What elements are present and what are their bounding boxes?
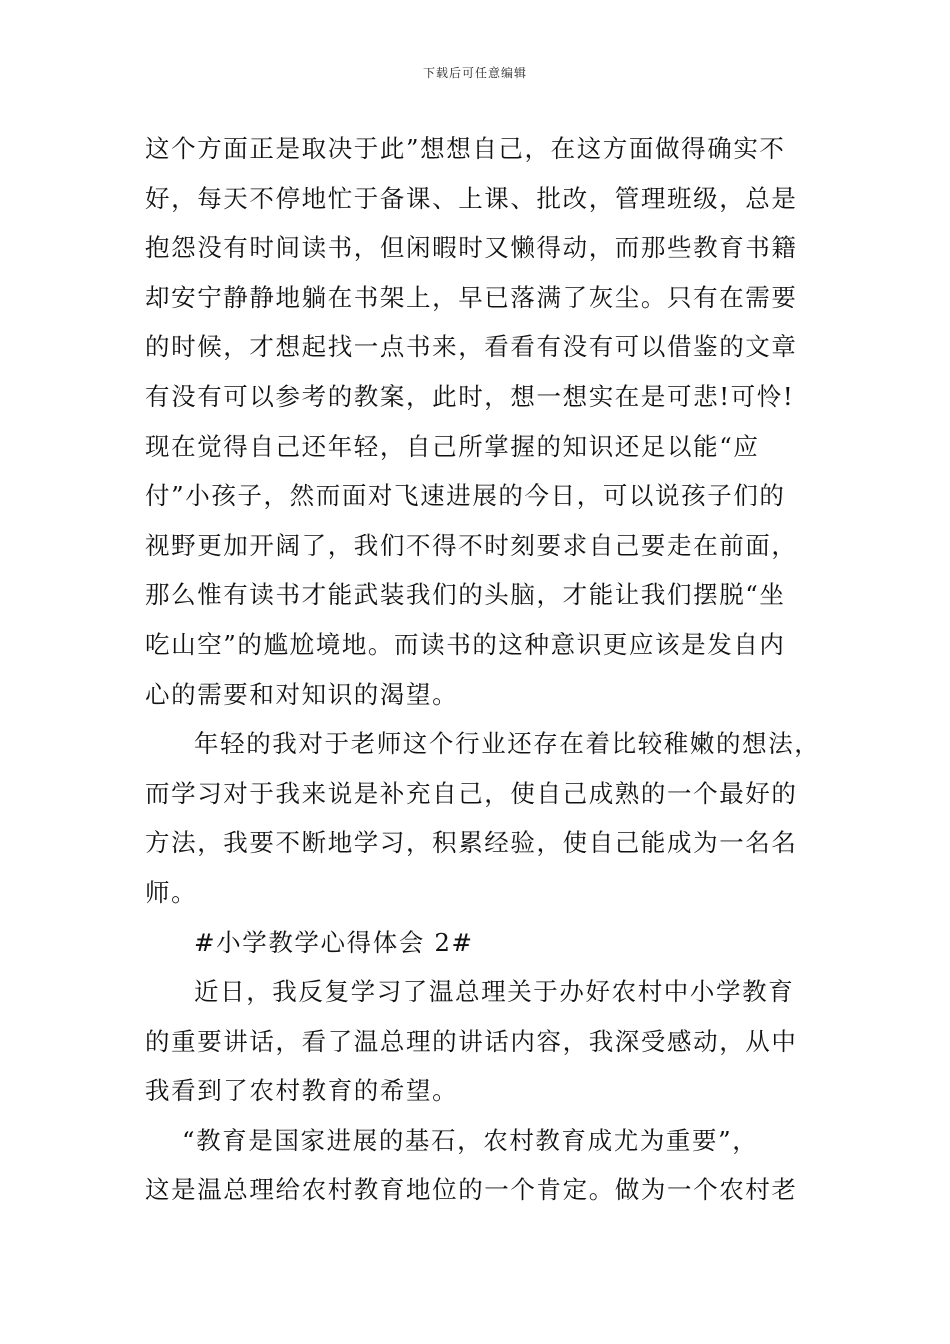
text-line: 我看到了农村教育的希望。 [145,1076,459,1106]
text-line: 却安宁静静地躺在书架上，早已落满了灰尘。只有在需要 [145,282,798,312]
paragraph-start-line: 年轻的我对于老师这个行业还存在着比较稚嫩的想法， [194,729,821,759]
text-line: 心的需要和对知识的渴望。 [145,679,459,709]
text-line: 现在觉得自己还年轻，自己所掌握的知识还足以能“应 [145,431,760,461]
header-note: 下载后可任意编辑 [422,66,527,80]
text-line: 那么惟有读书才能武装我们的头脑，才能让我们摆脱“坐 [145,580,786,610]
paragraph-start-line: “教育是国家进展的基石，农村教育成尤为重要”， [182,1125,759,1155]
section-heading: #小学教学心得体会 2# [194,927,474,957]
text-line: 的时候，才想起找一点书来，看看有没有可以借鉴的文章 [145,332,798,362]
document-body [145,124,821,1215]
text-line: 有没有可以参考的教案，此时，想一想实在是可悲!可怜! [145,381,795,411]
text-line: 付”小孩子，然而面对飞速进展的今日，可以说孩子们的 [145,481,786,511]
paragraph-start-line: 近日，我反复学习了温总理关于办好农村中小学教育 [194,977,795,1007]
text-line: 方法，我要不断地学习，积累经验，使自己能成为一名名 [145,828,798,858]
text-line: 这个方面正是取决于此”想想自己，在这方面做得确实不 [145,134,786,163]
text-line: 视野更加开阔了，我们不得不时刻要求自己要走在前面， [145,530,798,560]
text-line: 这是温总理给农村教育地位的一个肯定。做为一个农村老 [145,1175,798,1205]
text-line: 而学习对于我来说是补充自己，使自己成熟的一个最好的 [145,778,798,808]
text-line: 师。 [145,877,198,907]
text-line: 的重要讲话，看了温总理的讲话内容，我深受感动，从中 [145,1026,798,1056]
text-line: 好，每天不停地忙于备课、上课、批改，管理班级，总是 [145,183,798,213]
text-line: 吃山空”的尴尬境地。而读书的这种意识更应该是发自内 [145,629,786,659]
text-line: 抱怨没有时间读书，但闲暇时又懒得动，而那些教育书籍 [145,233,798,263]
